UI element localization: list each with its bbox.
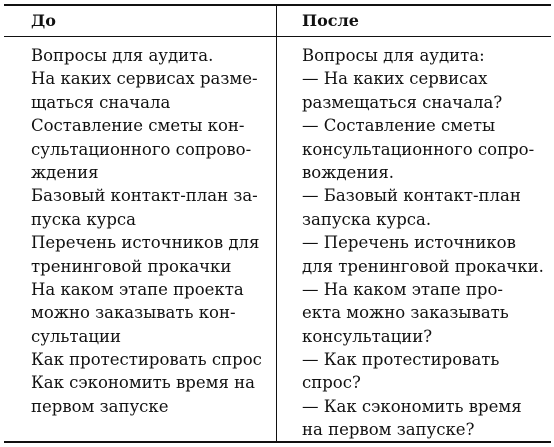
before-line: сультации	[31, 326, 121, 346]
before-line: первом запуске	[31, 396, 169, 416]
before-line: На каких сервисах разме-	[31, 69, 258, 89]
after-line: для тренинговой прокачки.	[302, 256, 544, 276]
after-line: размещаться сначала?	[302, 92, 503, 112]
after-line: екта можно заказывать	[302, 303, 509, 323]
before-line: щаться сначала	[31, 92, 171, 112]
header-after: После	[302, 11, 359, 30]
after-line: — Как протестировать	[302, 350, 500, 370]
after-line: консультации?	[302, 326, 433, 346]
before-line: Перечень источников для	[31, 233, 260, 253]
after-line: на первом запуске?	[302, 420, 475, 440]
after-line: — Составление сметы	[302, 116, 496, 136]
after-line: — На каких сервисах	[302, 69, 488, 89]
after-line: Вопросы для аудита:	[302, 46, 485, 65]
before-line: На каком этапе проекта	[31, 279, 244, 299]
before-line: ждения	[31, 162, 99, 182]
before-line: Как сэкономить время на	[31, 373, 255, 393]
before-line: можно заказывать кон-	[31, 303, 236, 323]
before-line: Вопросы для аудита.	[31, 46, 214, 65]
after-line: консультационного сопро-	[302, 139, 535, 159]
before-line: сультационного сопрово-	[31, 139, 252, 159]
header-before: До	[31, 11, 56, 30]
after-line: спрос?	[302, 373, 361, 393]
after-column	[302, 44, 548, 442]
after-line: вождения.	[302, 162, 394, 182]
after-line: — Перечень источников	[302, 233, 516, 253]
after-line: — Базовый контакт-план	[302, 186, 521, 206]
column-divider	[276, 6, 277, 441]
before-line: Составление сметы кон-	[31, 116, 245, 136]
before-line: пуска курса	[31, 209, 137, 229]
after-line: запуска курса.	[302, 209, 432, 229]
before-line: тренинговой прокачки	[31, 256, 232, 276]
before-column	[31, 44, 271, 418]
comparison-table	[4, 4, 551, 443]
before-line: Как протестировать спрос	[31, 350, 262, 370]
after-line: — На каком этапе про-	[302, 279, 503, 299]
before-line: Базовый контакт-план за-	[31, 186, 258, 206]
header-divider	[4, 36, 551, 37]
after-line: — Как сэкономить время	[302, 396, 522, 416]
